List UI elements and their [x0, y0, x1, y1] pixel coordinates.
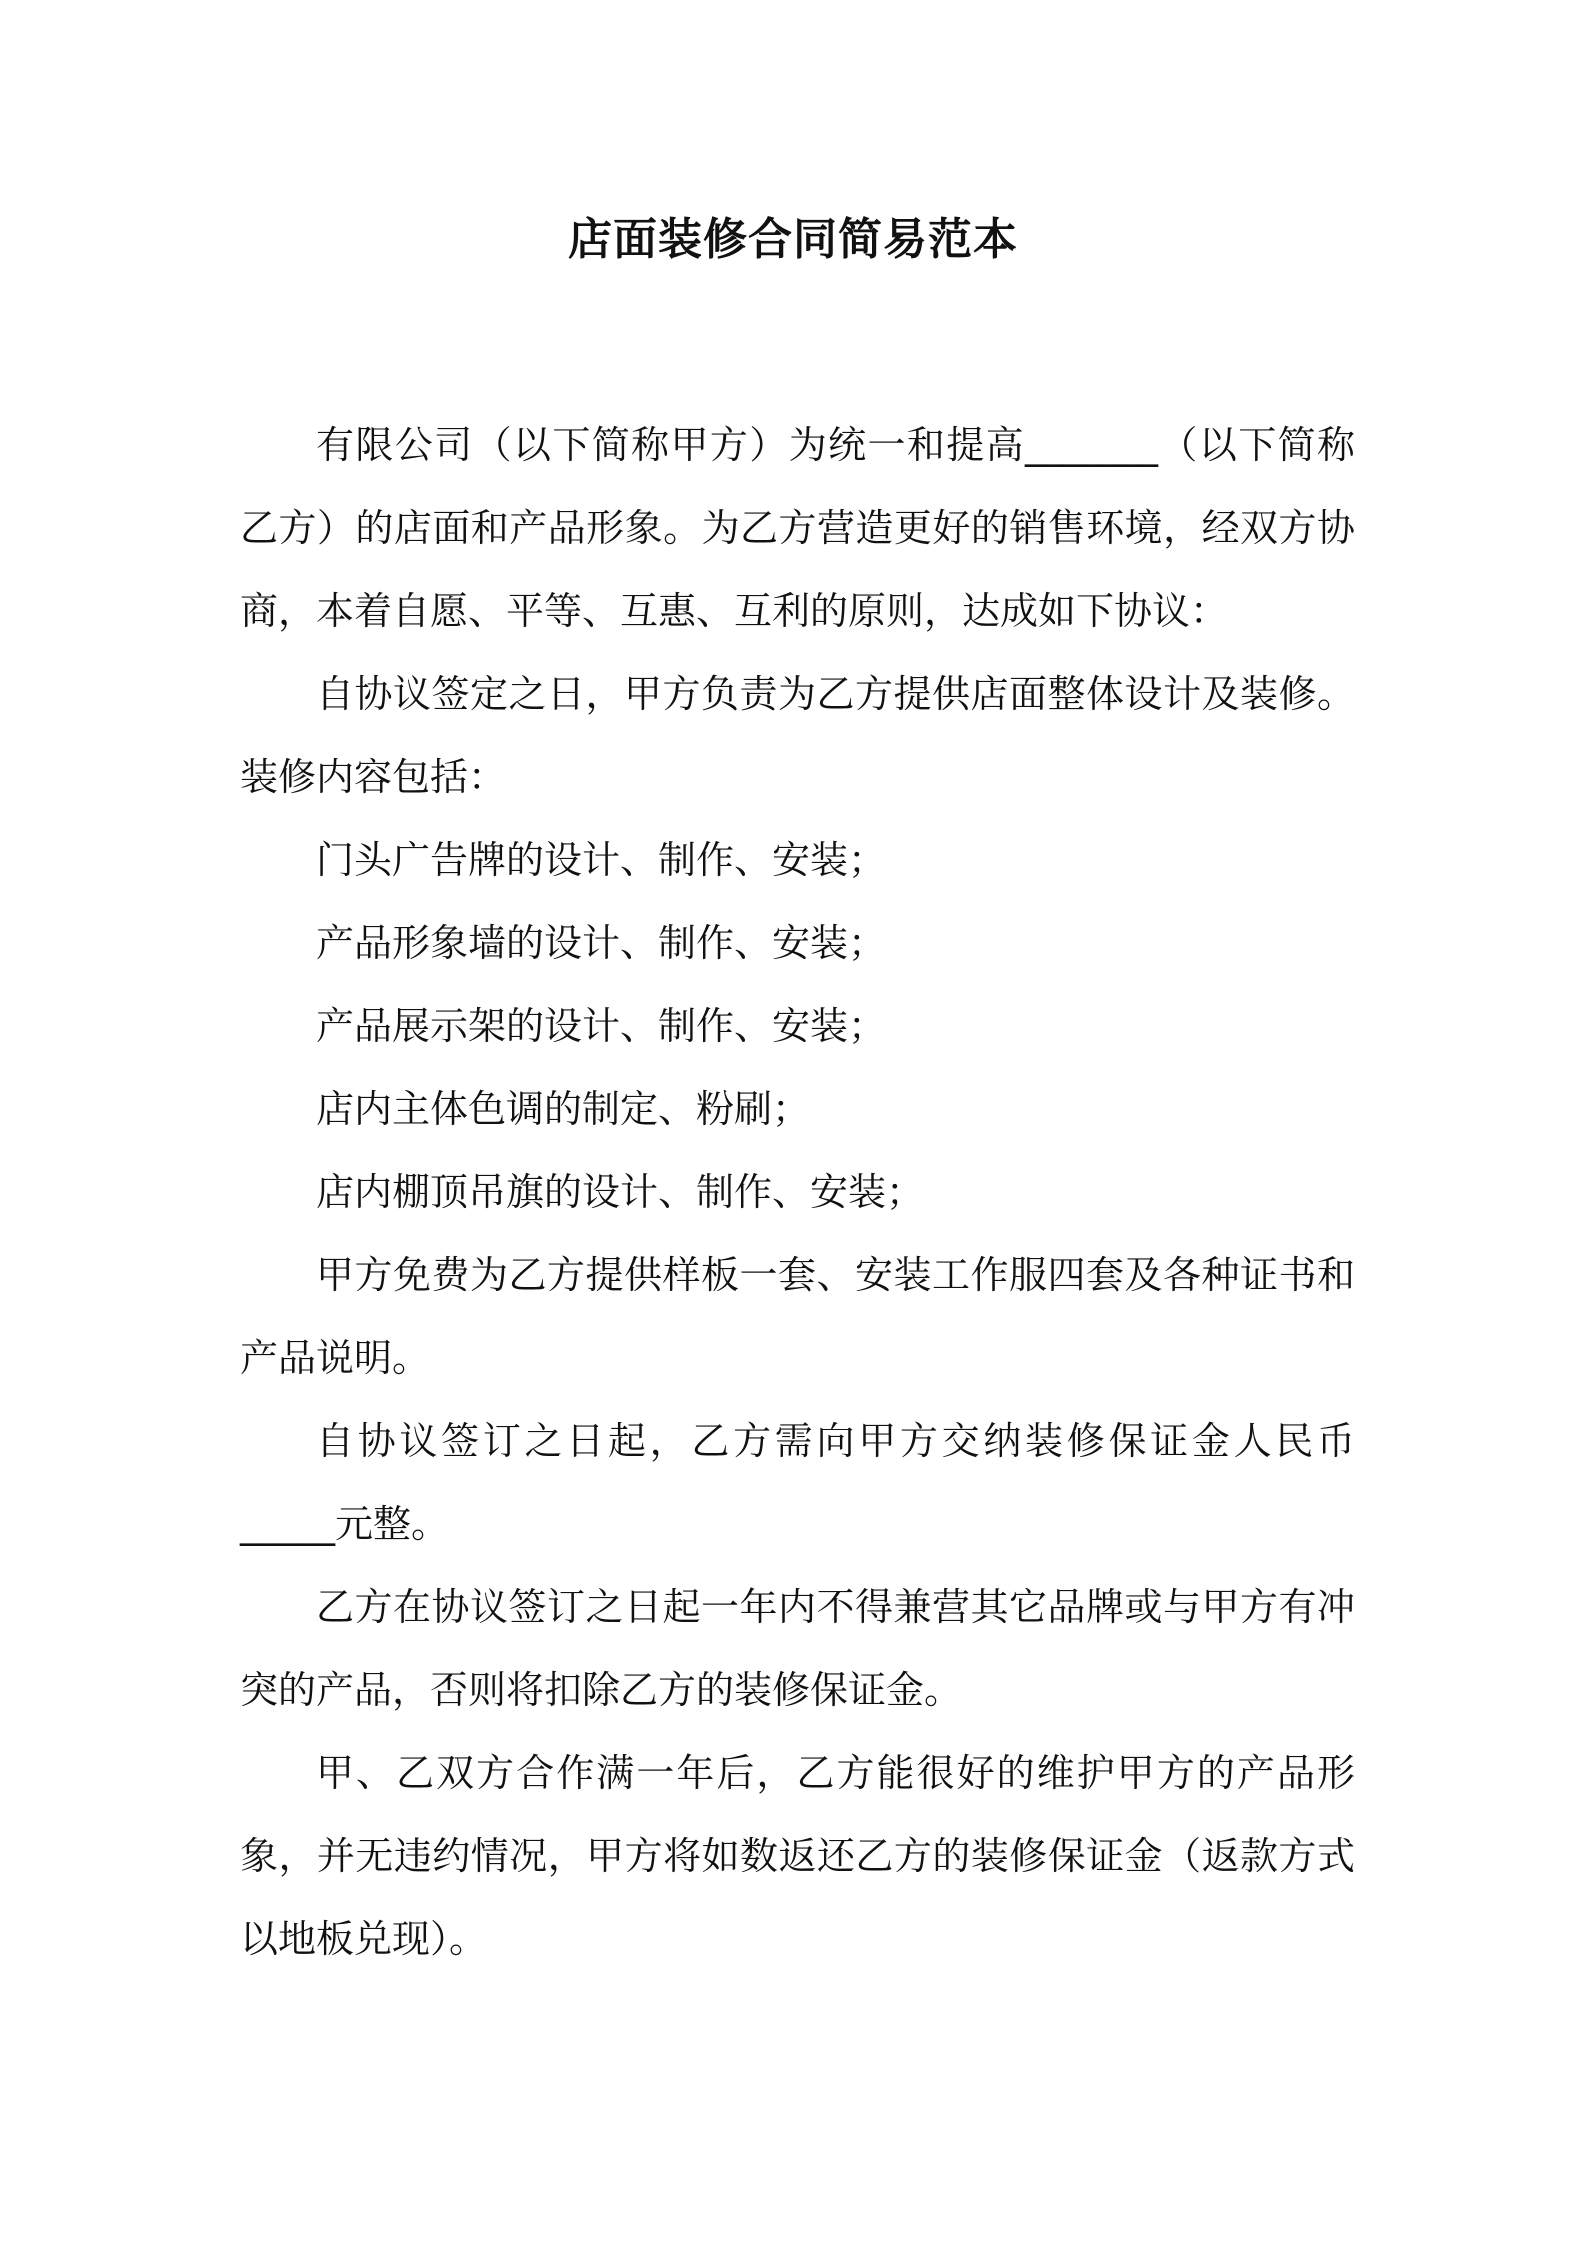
document-body [240, 404, 1355, 1981]
list-item-color-tone: 店内主体色调的制定、粉刷； [316, 1087, 811, 1131]
paragraph-scope: 自协议签定之日，甲方负责为乙方提供店面整体设计及装修。装修内容包括： [240, 672, 1355, 799]
list-item-signboard: 门头广告牌的设计、制作、安装； [316, 838, 887, 882]
list-item-display-rack: 产品展示架的设计、制作、安装； [316, 1004, 887, 1048]
paragraph-intro: 有限公司（以下简称甲方）为统一和提高_______（以下简称乙方）的店面和产品形象。为乙方营造更好的销售环境，经双方协商，本着自愿、平等、互惠、互利的原则，达成如下协议： [240, 423, 1355, 633]
paragraph-free-supplies: 甲方免费为乙方提供样板一套、安装工作服四套及各种证书和产品说明。 [240, 1253, 1355, 1380]
document-title: 店面装修合同简易范本 [568, 214, 1018, 265]
list-item-image-wall: 产品形象墙的设计、制作、安装； [316, 921, 887, 965]
paragraph-deposit: 自协议签订之日起，乙方需向甲方交纳装修保证金人民币_____元整。 [240, 1419, 1355, 1546]
paragraph-exclusivity: 乙方在协议签订之日起一年内不得兼营其它品牌或与甲方有冲突的产品，否则将扣除乙方的装修保证金。 [240, 1585, 1355, 1712]
paragraph-refund: 甲、乙双方合作满一年后，乙方能很好的维护甲方的产品形象，并无违约情况，甲方将如数返还乙方的装修保证金（返款方式以地板兑现）。 [240, 1751, 1355, 1961]
list-item-ceiling-flags: 店内棚顶吊旗的设计、制作、安装； [316, 1170, 925, 1214]
